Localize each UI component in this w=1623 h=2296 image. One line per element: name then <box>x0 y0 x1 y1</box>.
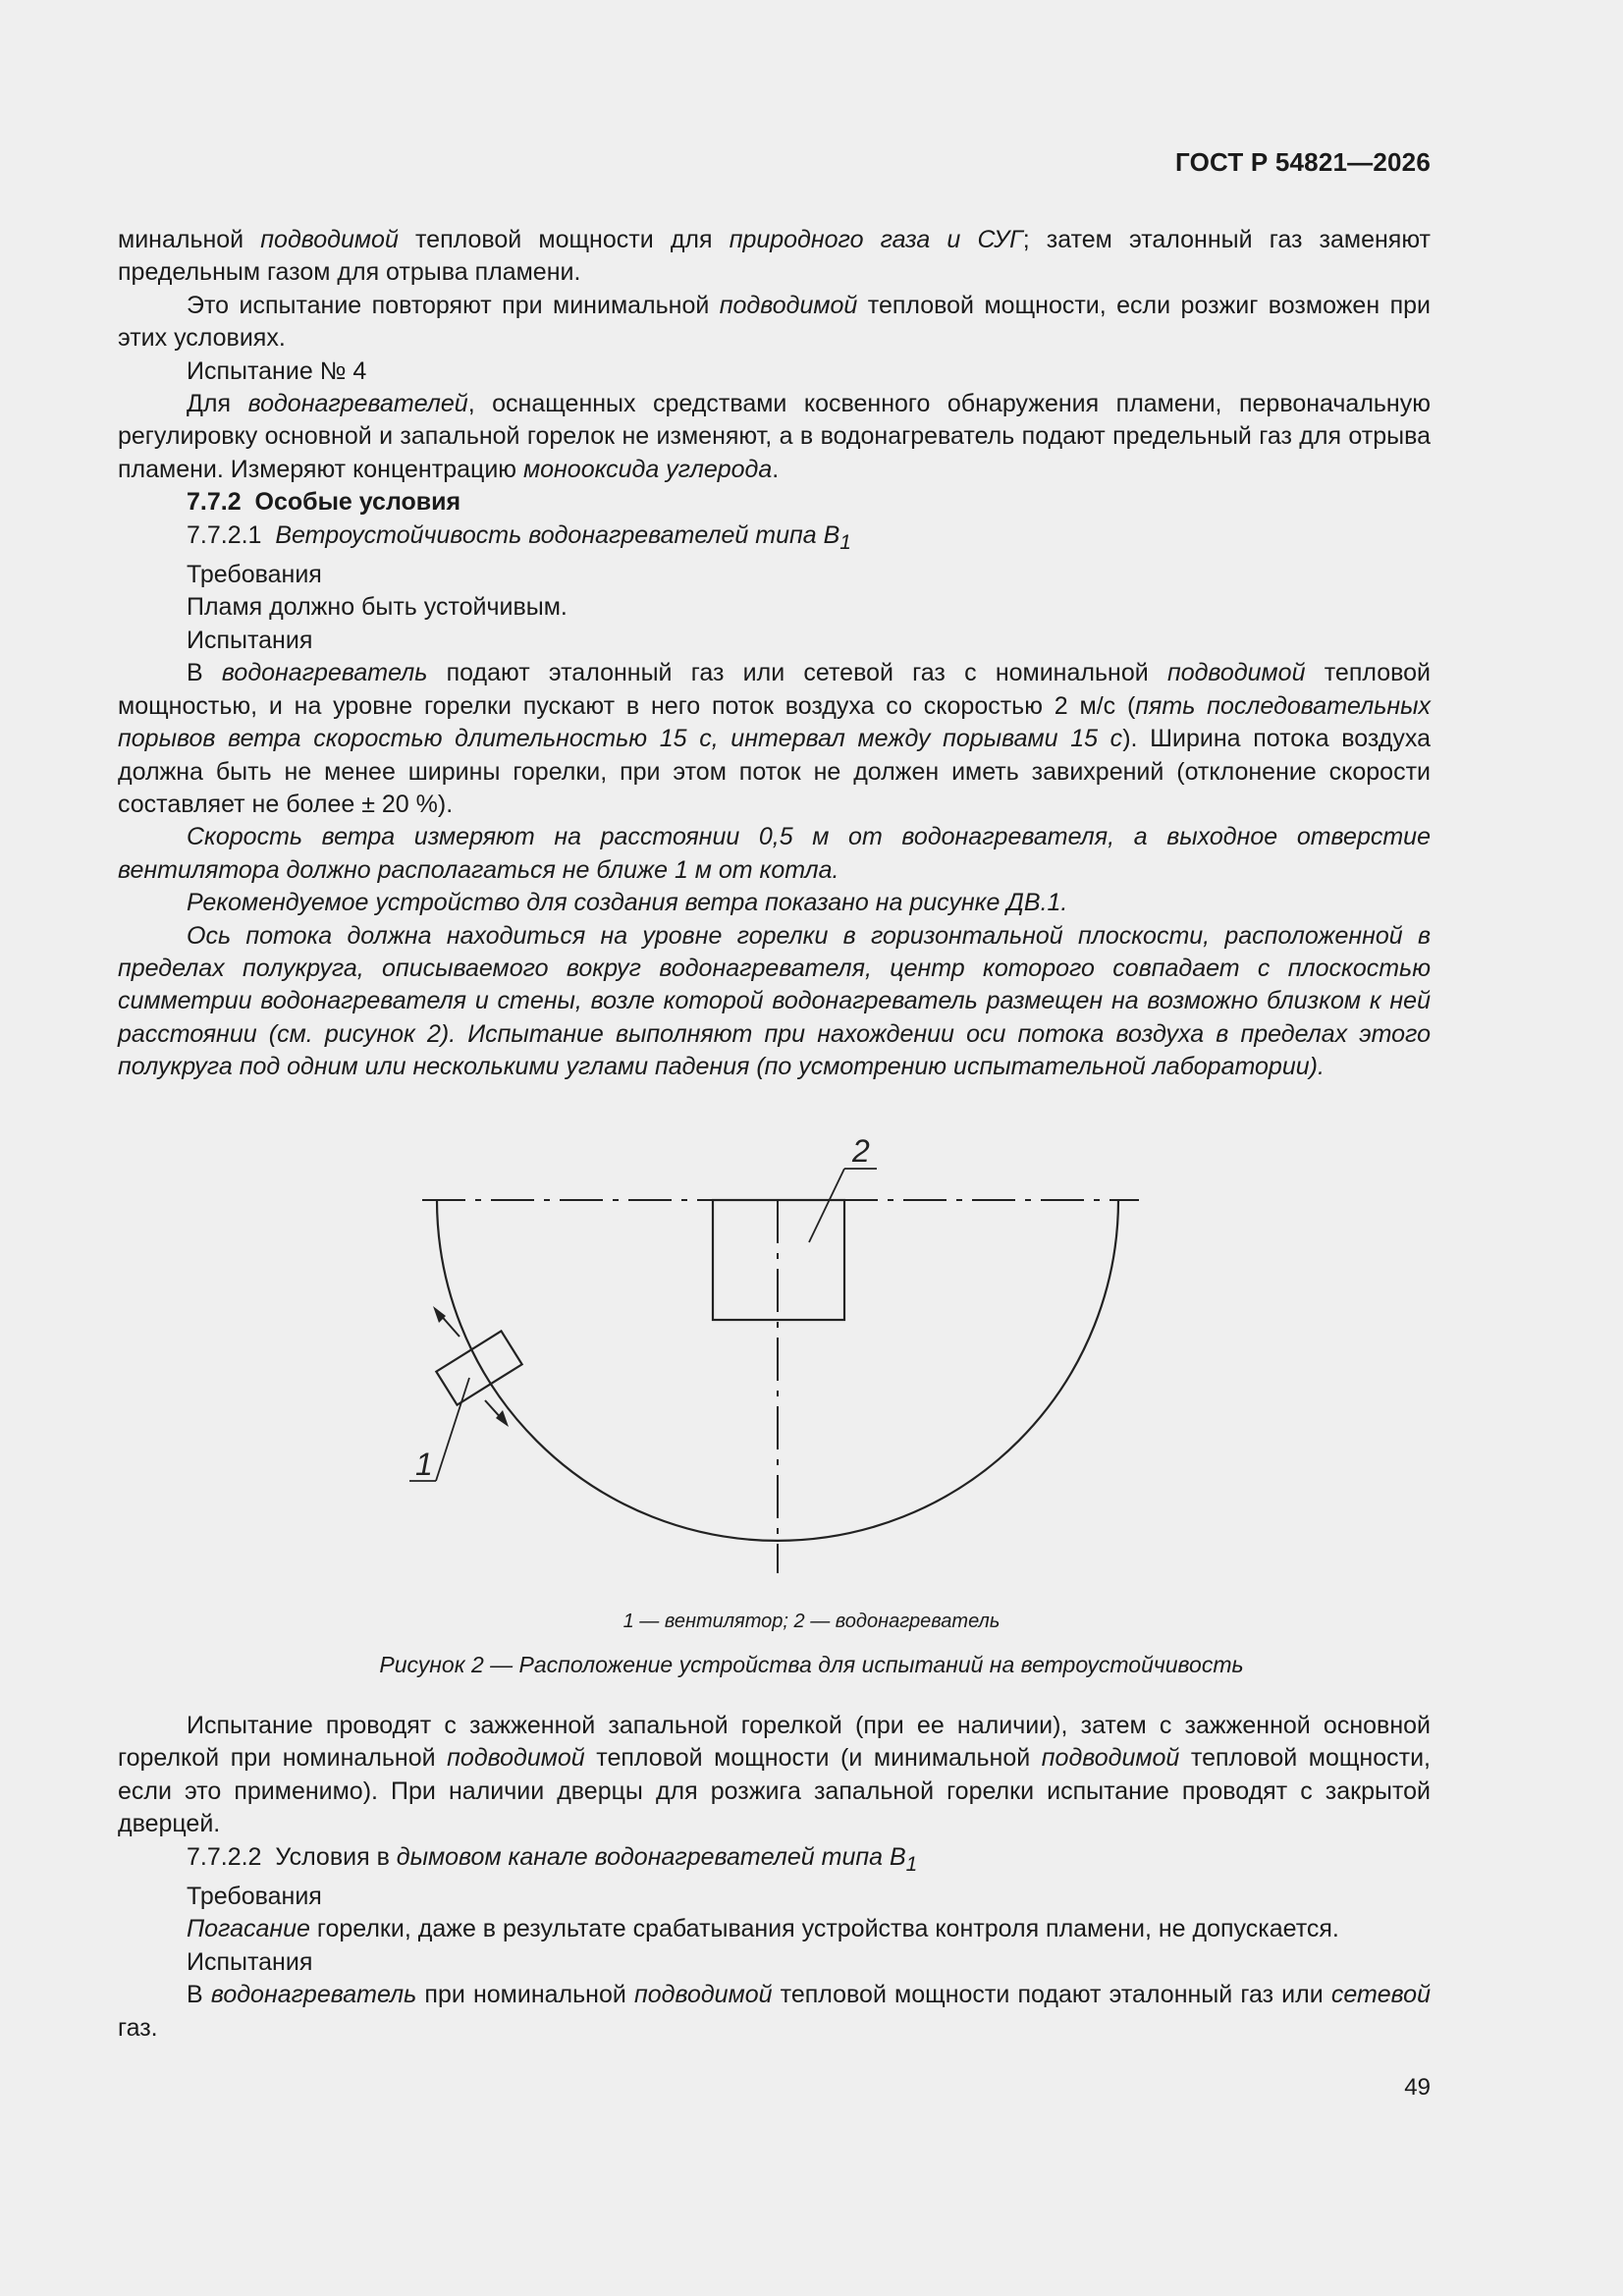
paragraph: Испытание проводят с зажженной запальной горелкой (при ее наличии), затем с зажженной основной горелкой при номинальной подводимой тепловой мощности (и минимальной подводимой тепловой мощности, если это применимо). При наличии дверцы для розжига запальной горелки испытание проводят с закрытой дверцей. <box>118 1712 1431 1838</box>
text-block-top <box>118 224 1431 1084</box>
paragraph: Требования <box>187 561 322 589</box>
figure-2-diagram <box>0 1120 1623 1591</box>
paragraph: Требования <box>187 1883 322 1911</box>
figure-legend: 1 — вентилятор; 2 — водонагреватель <box>622 1611 1001 1632</box>
paragraph: Погасание горелки, даже в результате срабатывания устройства контроля пламени, не допускается. <box>187 1915 1339 1943</box>
subsection-heading: 7.7.2.2 Условия в дымовом канале водонагревателей типа $B_1$ <box>187 1842 918 1876</box>
paragraph: Для водонагревателей, оснащенных средствами косвенного обнаружения пламени, первоначальную регулировку основной и запальной горелок не изменяют, а в водонагреватель подают предельный газ для отрыва пламени. Измеряют концентрацию монооксида углерода. <box>118 390 1431 483</box>
paragraph: Испытание № 4 <box>187 356 367 385</box>
paragraph: В водонагреватель при номинальной подводимой тепловой мощности подают эталонный газ или сетевой газ. <box>118 1981 1431 2042</box>
paragraph: Пламя должно быть устойчивым. <box>187 593 568 622</box>
paragraph: минальной подводимой тепловой мощности для природного газа и СУГ; затем эталонный газ заменяют предельным газом для отрыва пламени. <box>118 226 1431 287</box>
paragraph: Скорость ветра измеряют на расстоянии 0,5 м от водонагревателя, а выходное отверстие вентилятора должно располагаться не ближе 1 м от котла. <box>118 823 1431 884</box>
figure-label-2: 2 <box>852 1133 870 1169</box>
paragraph: Испытания <box>187 1947 313 1976</box>
paragraph: В водонагреватель подают эталонный газ или сетевой газ с номинальной подводимой тепловой мощностью, и на уровне горелки пускают в него поток воздуха со скоростью 2 м/с (пять последовательных порывов ветра скоростью длительностью 15 с, интервал между порывами 15 с). Ширина потока воздуха должна быть не менее ширины горелки, при этом поток не должен иметь завихрений (отклонение скорости составляет не более ± 20 %). <box>118 659 1432 818</box>
page-number: 49 <box>1404 2074 1431 2101</box>
section-heading: 7.7.2 Особые условия <box>187 488 461 517</box>
paragraph: Рекомендуемое устройство для создания ветра показано на рисунке ДВ.1. <box>187 889 1068 917</box>
document-header: ГОСТ Р 54821—2026 <box>1175 147 1431 177</box>
fan-box <box>436 1331 521 1404</box>
leader-line-2 <box>809 1169 877 1242</box>
subsection-heading: 7.7.2.1 Ветроустойчивость водонагревателей типа $B_1$ <box>187 520 851 554</box>
paragraph: Ось потока должна находиться на уровне горелки в горизонтальной плоскости, расположенной в пределах полукруга, описываемого вокруг водонагревателя, центр которого совпадает с плоскостью симметрии водонагревателя и стены, возле которой водонагреватель размещен на возможно близком к ней расстоянии (см. рисунок 2). Испытание выполняют при нахождении оси потока воздуха в пределах этого полукруга под одним или несколькими углами падения (по усмотрению испытательной лаборатории). <box>118 921 1431 1081</box>
paragraph: Испытания <box>187 626 313 654</box>
text-block-bottom <box>118 1710 1431 2045</box>
figure-label-1: 1 <box>415 1447 433 1482</box>
figure-caption: Рисунок 2 — Расположение устройства для испытаний на ветроустойчивость <box>379 1652 1244 1677</box>
paragraph: Это испытание повторяют при минимальной подводимой тепловой мощности, если розжиг возможен при этих условиях. <box>118 291 1431 353</box>
